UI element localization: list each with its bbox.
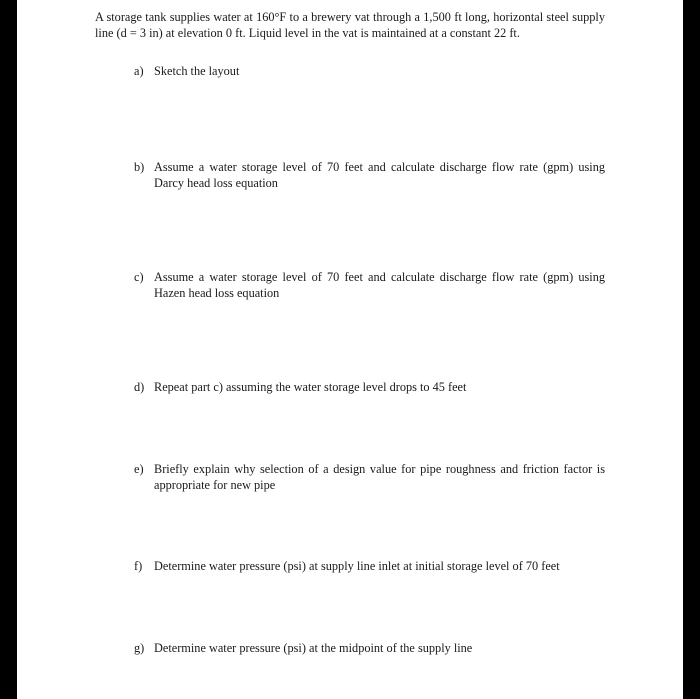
part-e-letter: e) [134, 462, 144, 476]
part-g-text: Determine water pressure (psi) at the midpoint of the supply line [154, 641, 473, 655]
part-b-text: Assume a water storage level of 70 feet and calculate discharge flow rate (gpm) using Darcy head loss equation [154, 160, 605, 190]
part-d [134, 380, 605, 396]
part-c-text: Assume a water storage level of 70 feet and calculate discharge flow rate (gpm) using Hazen head loss equation [154, 270, 605, 300]
problem-statement: A storage tank supplies water at 160°F to a brewery vat through a 1,500 ft long, horizontal steel supply line (d = 3 in) at elevation 0 ft. Liquid level in the vat is maintained at a constant 22 ft. [95, 10, 605, 40]
part-a-text: Sketch the layout [154, 64, 240, 78]
part-f-text: Determine water pressure (psi) at supply line inlet at initial storage level of 70 feet [154, 559, 560, 573]
part-d-letter: d) [134, 380, 145, 394]
part-e-text: Briefly explain why selection of a design value for pipe roughness and friction factor is appropriate for new pipe [154, 462, 605, 492]
part-c-letter: c) [134, 270, 144, 284]
part-a-letter: a) [134, 64, 144, 78]
part-e [134, 462, 605, 493]
part-f-letter: f) [134, 559, 143, 573]
part-c [134, 270, 605, 301]
part-b [134, 160, 605, 191]
part-g [134, 641, 605, 657]
part-b-letter: b) [134, 160, 145, 174]
document-page [17, 0, 683, 699]
part-a [134, 64, 605, 80]
part-g-letter: g) [134, 641, 145, 655]
part-d-text: Repeat part c) assuming the water storage level drops to 45 feet [154, 380, 467, 394]
part-f [134, 559, 605, 575]
